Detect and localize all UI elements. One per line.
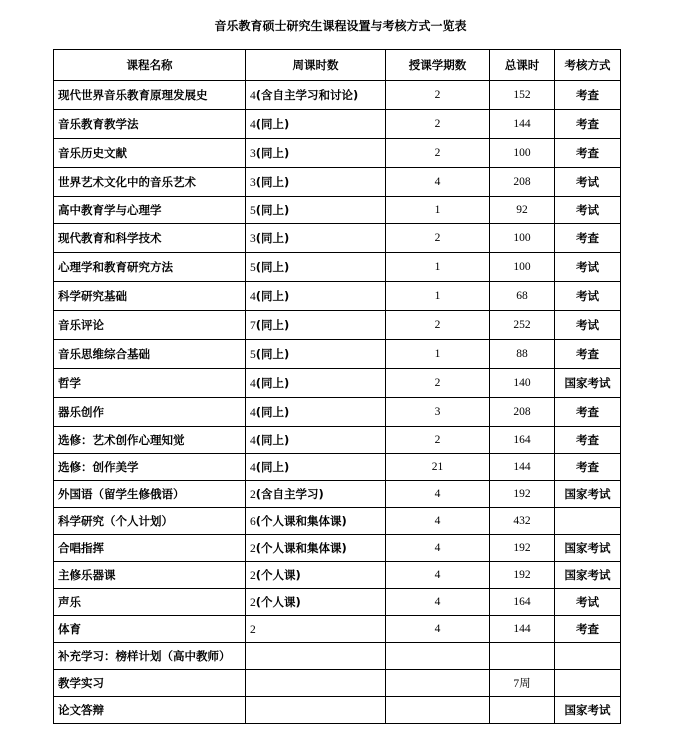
semesters-cell: 2 xyxy=(386,369,490,398)
weekly-hours-number: 3 xyxy=(250,233,256,245)
exam-method-cell xyxy=(555,508,621,535)
semesters-cell: 1 xyxy=(386,340,490,369)
table-row xyxy=(54,369,621,398)
weekly-hours-cell xyxy=(246,454,386,481)
table-row xyxy=(54,616,621,643)
semesters-cell: 1 xyxy=(386,197,490,224)
table-row xyxy=(54,643,621,670)
weekly-hours-note: (同上) xyxy=(255,146,290,160)
course-name-cell: 音乐思维综合基础 xyxy=(54,340,246,369)
total-hours-cell: 88 xyxy=(490,340,555,369)
table-row xyxy=(54,427,621,454)
exam-method-cell: 考查 xyxy=(555,427,621,454)
weekly-hours-number: 4 xyxy=(250,462,256,474)
course-name-cell: 器乐创作 xyxy=(54,398,246,427)
exam-method-cell: 考查 xyxy=(555,110,621,139)
exam-method-cell: 国家考试 xyxy=(555,697,621,724)
semesters-cell: 4 xyxy=(386,562,490,589)
weekly-hours-cell xyxy=(246,697,386,724)
table-row xyxy=(54,454,621,481)
weekly-hours-number: 4 xyxy=(250,291,256,303)
table-row xyxy=(54,562,621,589)
total-hours-cell: 208 xyxy=(490,398,555,427)
exam-method-cell: 考试 xyxy=(555,168,621,197)
course-name-cell: 外国语（留学生修俄语） xyxy=(54,481,246,508)
semesters-cell: 4 xyxy=(386,481,490,508)
semesters-cell xyxy=(386,697,490,724)
total-hours-cell xyxy=(490,697,555,724)
exam-method-cell: 考查 xyxy=(555,454,621,481)
exam-method-cell: 国家考试 xyxy=(555,481,621,508)
course-name-cell: 音乐评论 xyxy=(54,311,246,340)
total-hours-cell: 100 xyxy=(490,253,555,282)
course-name-cell: 声乐 xyxy=(54,589,246,616)
table-row xyxy=(54,589,621,616)
course-name-cell: 音乐历史文献 xyxy=(54,139,246,168)
header-exam-method: 考核方式 xyxy=(555,50,621,81)
exam-method-cell: 考试 xyxy=(555,311,621,340)
weekly-hours-number: 3 xyxy=(250,177,256,189)
weekly-hours-cell xyxy=(246,253,386,282)
total-hours-cell: 144 xyxy=(490,616,555,643)
semesters-cell: 4 xyxy=(386,168,490,197)
weekly-hours-number: 2 xyxy=(250,489,256,501)
weekly-hours-cell xyxy=(246,398,386,427)
weekly-hours-number: 6 xyxy=(250,516,256,528)
course-name-cell: 选修：创作美学 xyxy=(54,454,246,481)
page-title: 音乐教育硕士研究生课程设置与考核方式一览表 xyxy=(214,19,467,33)
semesters-cell: 2 xyxy=(386,224,490,253)
total-hours-cell: 164 xyxy=(490,589,555,616)
header-weekly-hours: 周课时数 xyxy=(246,50,386,81)
weekly-hours-note: (同上) xyxy=(255,117,290,131)
table-row xyxy=(54,253,621,282)
weekly-hours-note: (同上) xyxy=(255,460,290,474)
course-name-cell: 高中教育学与心理学 xyxy=(54,197,246,224)
exam-method-cell: 考试 xyxy=(555,253,621,282)
weekly-hours-cell xyxy=(246,197,386,224)
weekly-hours-cell xyxy=(246,311,386,340)
semesters-cell xyxy=(386,670,490,697)
course-name-cell: 主修乐器课 xyxy=(54,562,246,589)
course-name-cell: 心理学和教育研究方法 xyxy=(54,253,246,282)
table-row xyxy=(54,398,621,427)
exam-method-cell: 考试 xyxy=(555,589,621,616)
weekly-hours-number: 3 xyxy=(250,148,256,160)
total-hours-cell: 144 xyxy=(490,454,555,481)
weekly-hours-note: (同上) xyxy=(255,260,290,274)
weekly-hours-number: 4 xyxy=(250,435,256,447)
weekly-hours-note: (个人课和集体课) xyxy=(255,541,347,555)
semesters-cell: 4 xyxy=(386,535,490,562)
table-header-row xyxy=(54,50,621,81)
weekly-hours-number: 2 xyxy=(250,543,256,555)
weekly-hours-note: (同上) xyxy=(255,405,290,419)
weekly-hours-cell xyxy=(246,481,386,508)
weekly-hours-cell xyxy=(246,110,386,139)
total-hours-cell xyxy=(490,643,555,670)
table-row xyxy=(54,670,621,697)
exam-method-cell xyxy=(555,643,621,670)
course-table xyxy=(53,49,621,724)
weekly-hours-cell xyxy=(246,508,386,535)
semesters-cell: 1 xyxy=(386,253,490,282)
total-hours-cell: 208 xyxy=(490,168,555,197)
total-hours-cell: 164 xyxy=(490,427,555,454)
weekly-hours-number: 4 xyxy=(250,90,256,102)
table-row xyxy=(54,535,621,562)
total-hours-cell: 100 xyxy=(490,139,555,168)
course-name-cell: 现代教育和科学技术 xyxy=(54,224,246,253)
weekly-hours-note: (含自主学习) xyxy=(255,487,324,501)
course-name-cell: 音乐教育教学法 xyxy=(54,110,246,139)
weekly-hours-note: (个人课) xyxy=(255,595,301,609)
total-hours-cell: 140 xyxy=(490,369,555,398)
weekly-hours-number: 4 xyxy=(250,378,256,390)
total-hours-cell: 100 xyxy=(490,224,555,253)
weekly-hours-cell xyxy=(246,224,386,253)
table-row xyxy=(54,481,621,508)
table-row xyxy=(54,139,621,168)
total-hours-cell: 7周 xyxy=(490,670,555,697)
course-name-cell: 合唱指挥 xyxy=(54,535,246,562)
table-row xyxy=(54,311,621,340)
header-total-hours: 总课时 xyxy=(490,50,555,81)
weekly-hours-number: 4 xyxy=(250,407,256,419)
course-name-cell: 教学实习 xyxy=(54,670,246,697)
course-name-cell: 体育 xyxy=(54,616,246,643)
weekly-hours-note: (同上) xyxy=(255,289,290,303)
semesters-cell: 1 xyxy=(386,282,490,311)
course-name-cell: 补充学习：榜样计划（高中教师） xyxy=(54,643,246,670)
weekly-hours-number: 2 xyxy=(250,597,256,609)
table-row xyxy=(54,168,621,197)
weekly-hours-cell xyxy=(246,168,386,197)
semesters-cell: 21 xyxy=(386,454,490,481)
weekly-hours-number: 2 xyxy=(250,570,256,582)
weekly-hours-cell xyxy=(246,670,386,697)
semesters-cell: 2 xyxy=(386,139,490,168)
exam-method-cell: 国家考试 xyxy=(555,369,621,398)
semesters-cell: 2 xyxy=(386,427,490,454)
weekly-hours-cell xyxy=(246,562,386,589)
weekly-hours-note: (同上) xyxy=(255,203,290,217)
exam-method-cell xyxy=(555,670,621,697)
table-row xyxy=(54,81,621,110)
weekly-hours-note: (同上) xyxy=(255,318,290,332)
weekly-hours-note: (同上) xyxy=(255,433,290,447)
semesters-cell: 2 xyxy=(386,311,490,340)
weekly-hours-note: (同上) xyxy=(255,347,290,361)
semesters-cell: 4 xyxy=(386,616,490,643)
weekly-hours-note: (含自主学习和讨论) xyxy=(255,88,359,102)
semesters-cell: 3 xyxy=(386,398,490,427)
weekly-hours-cell xyxy=(246,427,386,454)
course-name-cell: 选修：艺术创作心理知觉 xyxy=(54,427,246,454)
exam-method-cell: 考试 xyxy=(555,282,621,311)
course-name-cell: 论文答辩 xyxy=(54,697,246,724)
semesters-cell: 4 xyxy=(386,589,490,616)
weekly-hours-number: 7 xyxy=(250,320,256,332)
weekly-hours-cell xyxy=(246,616,386,643)
exam-method-cell: 考查 xyxy=(555,616,621,643)
table-row xyxy=(54,224,621,253)
weekly-hours-number: 2 xyxy=(250,624,256,636)
table-row xyxy=(54,197,621,224)
weekly-hours-note: (个人课和集体课) xyxy=(255,514,347,528)
course-name-cell: 现代世界音乐教育原理发展史 xyxy=(54,81,246,110)
header-course-name: 课程名称 xyxy=(54,50,246,81)
weekly-hours-number: 4 xyxy=(250,119,256,131)
total-hours-cell: 144 xyxy=(490,110,555,139)
weekly-hours-cell xyxy=(246,589,386,616)
total-hours-cell: 192 xyxy=(490,562,555,589)
weekly-hours-note: (同上) xyxy=(255,175,290,189)
exam-method-cell: 考查 xyxy=(555,81,621,110)
semesters-cell xyxy=(386,643,490,670)
weekly-hours-cell xyxy=(246,282,386,311)
exam-method-cell: 国家考试 xyxy=(555,562,621,589)
weekly-hours-note: (同上) xyxy=(255,231,290,245)
weekly-hours-cell xyxy=(246,139,386,168)
semesters-cell: 2 xyxy=(386,110,490,139)
semesters-cell: 2 xyxy=(386,81,490,110)
total-hours-cell: 192 xyxy=(490,481,555,508)
weekly-hours-cell xyxy=(246,340,386,369)
total-hours-cell: 192 xyxy=(490,535,555,562)
total-hours-cell: 92 xyxy=(490,197,555,224)
weekly-hours-cell xyxy=(246,81,386,110)
table-row xyxy=(54,697,621,724)
total-hours-cell: 68 xyxy=(490,282,555,311)
exam-method-cell: 国家考试 xyxy=(555,535,621,562)
course-name-cell: 世界艺术文化中的音乐艺术 xyxy=(54,168,246,197)
weekly-hours-number: 5 xyxy=(250,205,256,217)
table-row xyxy=(54,282,621,311)
table-row xyxy=(54,110,621,139)
total-hours-cell: 152 xyxy=(490,81,555,110)
weekly-hours-note: (个人课) xyxy=(255,568,301,582)
table-row xyxy=(54,508,621,535)
exam-method-cell: 考查 xyxy=(555,340,621,369)
exam-method-cell: 考查 xyxy=(555,139,621,168)
weekly-hours-cell xyxy=(246,369,386,398)
course-name-cell: 科学研究基础 xyxy=(54,282,246,311)
header-semesters: 授课学期数 xyxy=(386,50,490,81)
course-name-cell: 科学研究（个人计划） xyxy=(54,508,246,535)
exam-method-cell: 考查 xyxy=(555,224,621,253)
weekly-hours-note: (同上) xyxy=(255,376,290,390)
exam-method-cell: 考查 xyxy=(555,398,621,427)
weekly-hours-cell xyxy=(246,535,386,562)
course-name-cell: 哲学 xyxy=(54,369,246,398)
weekly-hours-cell xyxy=(246,643,386,670)
total-hours-cell: 252 xyxy=(490,311,555,340)
exam-method-cell: 考试 xyxy=(555,197,621,224)
weekly-hours-number: 5 xyxy=(250,262,256,274)
weekly-hours-number: 5 xyxy=(250,349,256,361)
total-hours-cell: 432 xyxy=(490,508,555,535)
semesters-cell: 4 xyxy=(386,508,490,535)
table-row xyxy=(54,340,621,369)
